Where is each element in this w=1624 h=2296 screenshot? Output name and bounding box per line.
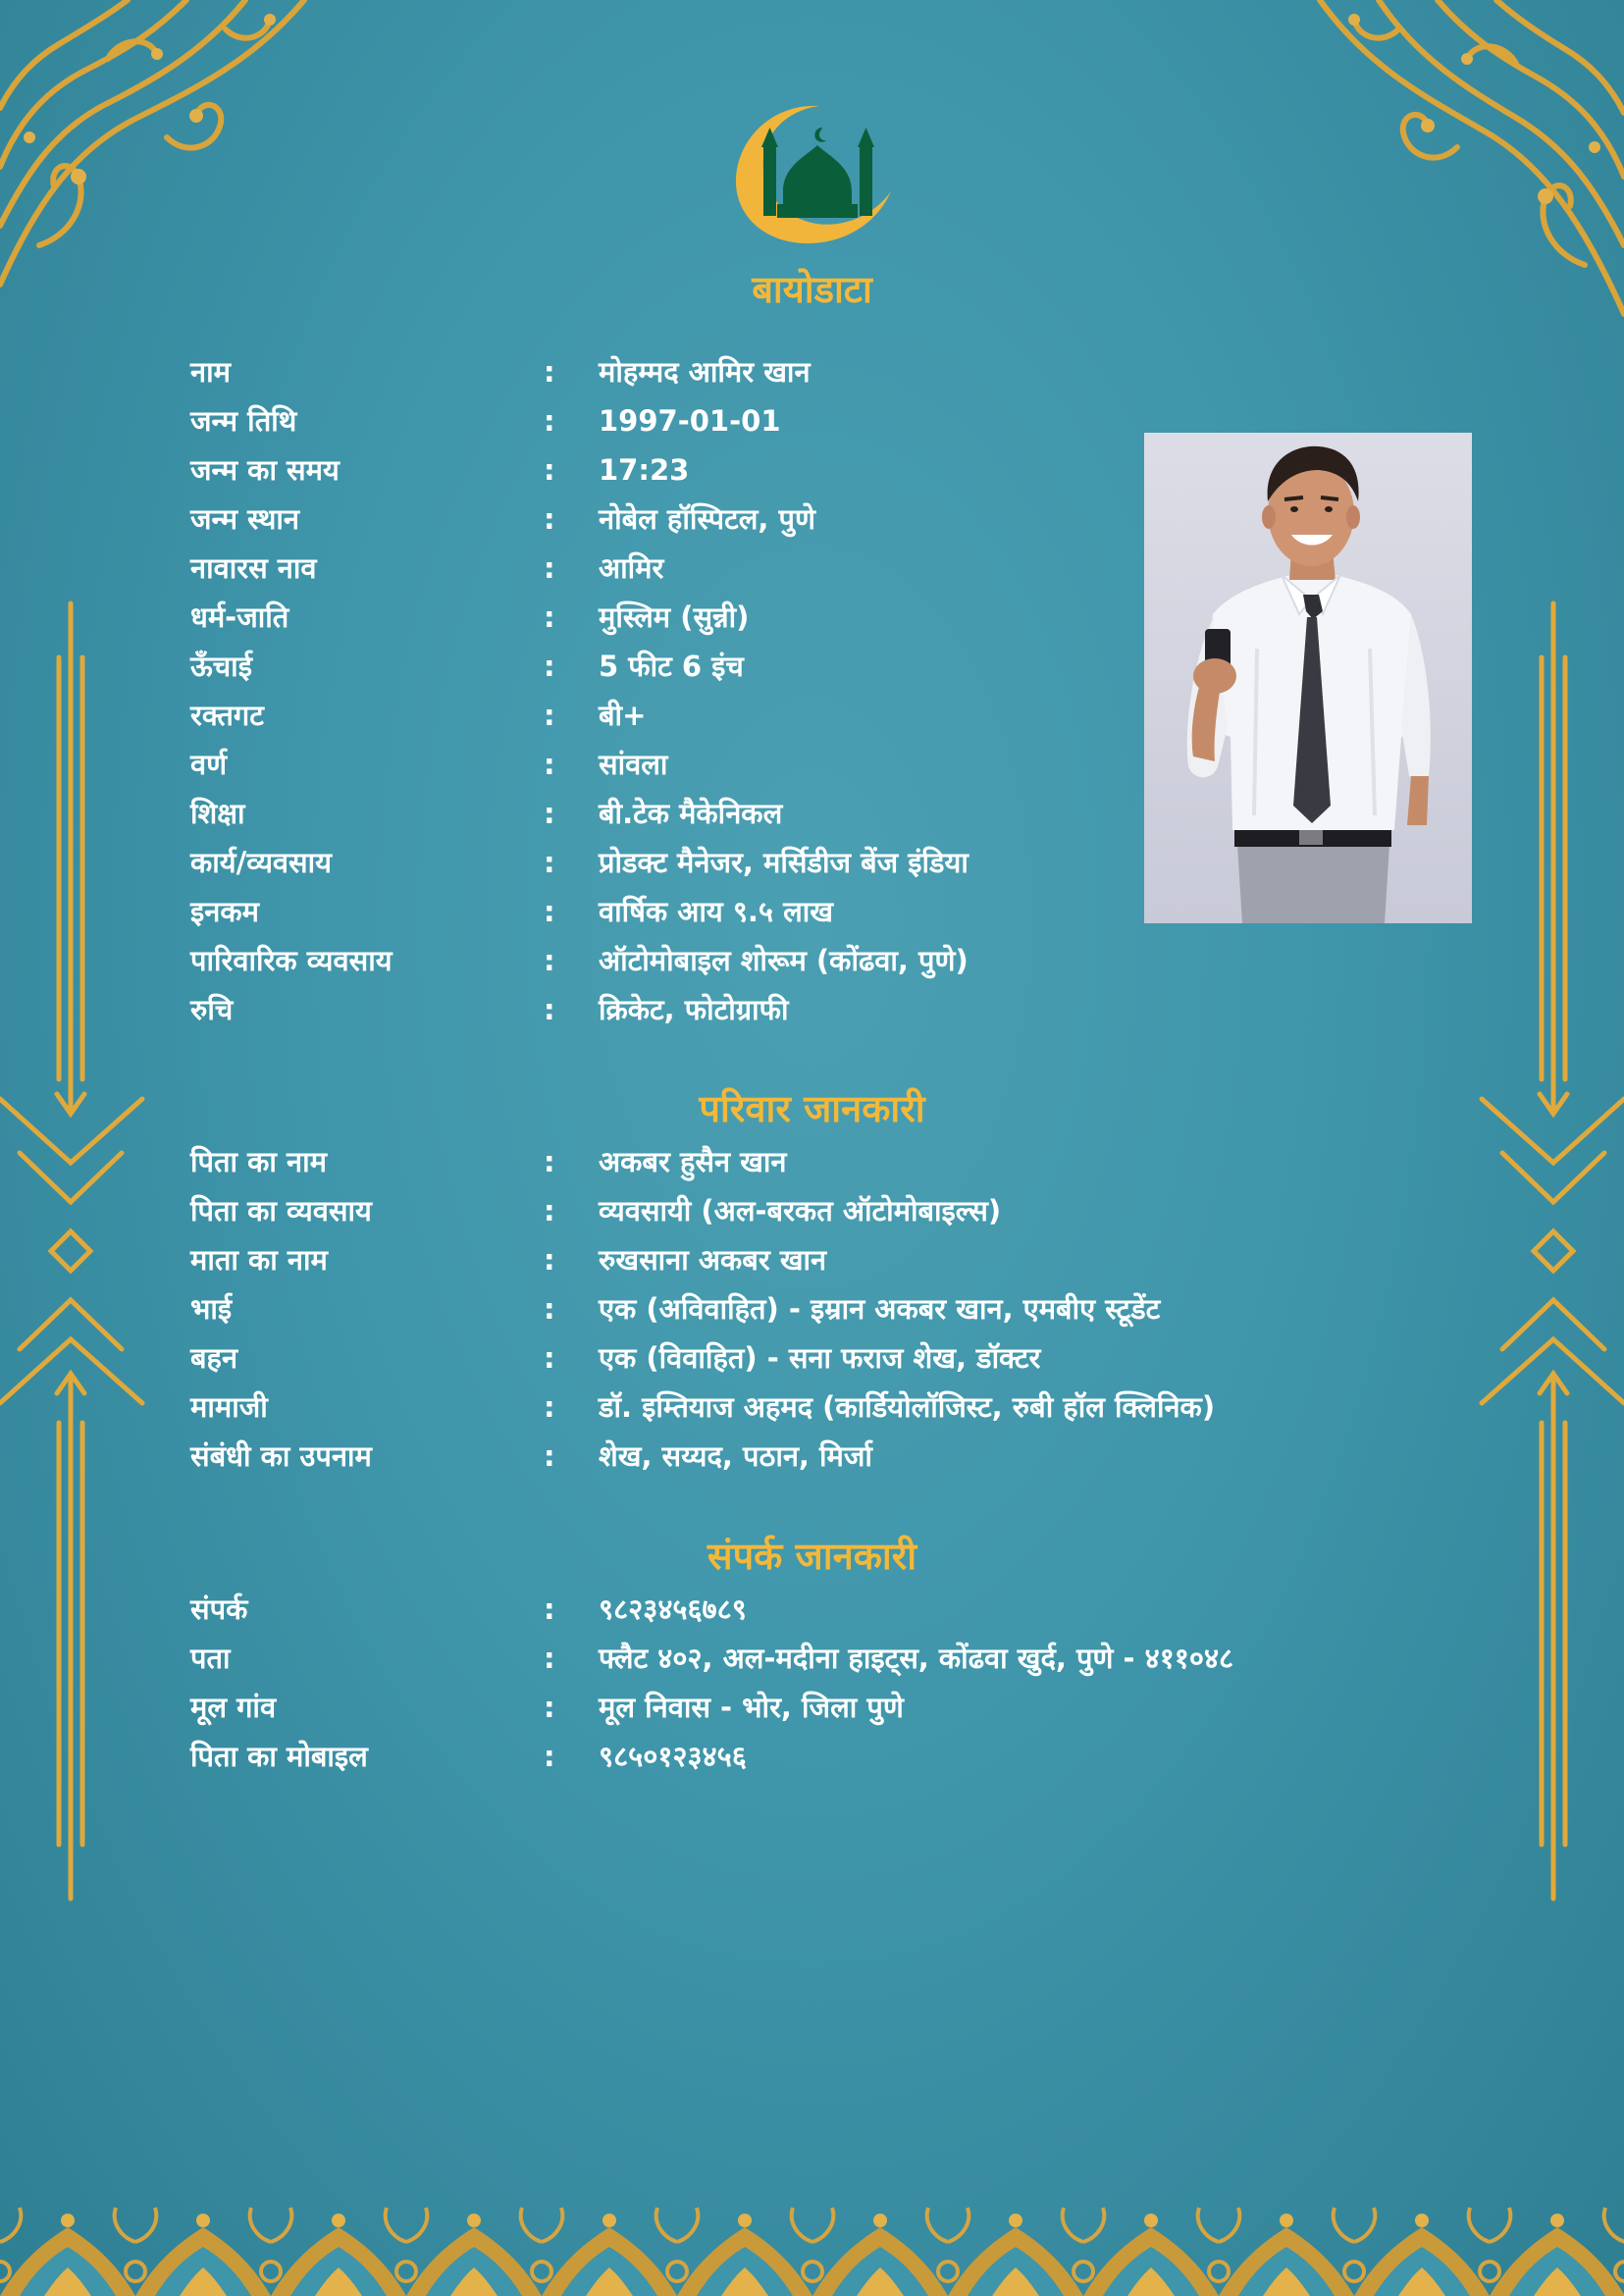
row-label: वर्ण xyxy=(190,748,228,781)
row-label: जन्म स्थान xyxy=(190,502,300,536)
row-value: एक (विवाहित) - सना फराज शेख, डॉक्टर xyxy=(599,1341,1041,1375)
bottom-ornamental-border xyxy=(0,2203,1624,2296)
row-value: मूल निवास - भोर, जिला पुणे xyxy=(599,1691,904,1724)
row-label: पिता का व्यवसाय xyxy=(190,1194,372,1227)
row-label: माता का नाम xyxy=(190,1243,328,1277)
row-separator: : xyxy=(544,1439,555,1473)
row-label: जन्म का समय xyxy=(190,453,340,487)
row-separator: : xyxy=(544,502,555,536)
row-separator: : xyxy=(544,1292,555,1326)
row-value: मुस्लिम (सुन्नी) xyxy=(599,600,750,634)
row-separator: : xyxy=(544,1740,555,1773)
corner-ornament-top-left xyxy=(0,0,314,294)
row-separator: : xyxy=(544,1341,555,1375)
row-separator: : xyxy=(544,1243,555,1277)
row-separator: : xyxy=(544,797,555,830)
row-label: कार्य/व्यवसाय xyxy=(190,846,332,879)
row-separator: : xyxy=(544,699,555,732)
row-label: पिता का मोबाइल xyxy=(190,1740,368,1773)
row-label: संपर्क xyxy=(190,1592,248,1626)
row-separator: : xyxy=(544,404,555,438)
side-ornament-right xyxy=(1477,589,1624,1913)
mosque-crescent-icon xyxy=(726,98,898,245)
row-label: संबंधी का उपनाम xyxy=(190,1439,372,1473)
row-label: मूल गांव xyxy=(190,1691,277,1724)
row-separator: : xyxy=(544,453,555,487)
row-value: व्यवसायी (अल-बरकत ऑटोमोबाइल्स) xyxy=(599,1194,1002,1227)
row-separator: : xyxy=(544,1145,555,1178)
row-separator: : xyxy=(544,650,555,683)
row-value: मोहम्मद आमिर खान xyxy=(599,355,811,389)
row-separator: : xyxy=(544,1390,555,1424)
row-label: धर्म-जाति xyxy=(190,600,289,634)
row-value: 17:23 xyxy=(599,453,690,487)
row-label: पिता का नाम xyxy=(190,1145,327,1178)
row-value: वार्षिक आय ९.५ लाख xyxy=(599,895,833,928)
row-label: रक्तगट xyxy=(190,699,264,732)
row-value: बी+ xyxy=(599,699,647,732)
row-value: शेख, सय्यद, पठान, मिर्जा xyxy=(599,1439,872,1473)
row-value: सांवला xyxy=(599,748,668,781)
row-separator: : xyxy=(544,1194,555,1227)
row-separator: : xyxy=(544,993,555,1026)
row-value: एक (अविवाहित) - इम्रान अकबर खान, एमबीए स्टूडेंट xyxy=(599,1292,1161,1326)
row-label: भाई xyxy=(190,1292,233,1326)
row-value: क्रिकेट, फोटोग्राफी xyxy=(599,993,789,1026)
person-illustration xyxy=(1144,433,1472,923)
row-label: रुचि xyxy=(190,993,234,1026)
row-value: बी.टेक मैकेनिकल xyxy=(599,797,783,830)
family-section-title: परिवार जानकारी xyxy=(699,1087,925,1130)
row-label: नाम xyxy=(190,355,231,389)
row-separator: : xyxy=(544,1642,555,1675)
row-label: पारिवारिक व्यवसाय xyxy=(190,944,393,977)
row-value: आमिर xyxy=(599,551,664,585)
row-value: डॉ. इम्तियाज अहमद (कार्डियोलॉजिस्ट, रुबी हॉल क्लिनिक) xyxy=(599,1390,1216,1424)
row-value: प्रोडक्ट मैनेजर, मर्सिडीज बेंज इंडिया xyxy=(599,846,969,879)
side-ornament-left xyxy=(0,589,147,1913)
row-separator: : xyxy=(544,600,555,634)
row-value: 1997-01-01 xyxy=(599,404,781,438)
row-label: मामाजी xyxy=(190,1390,268,1424)
contact-section-title: संपर्क जानकारी xyxy=(707,1535,917,1578)
row-label: नावारस नाव xyxy=(190,551,317,585)
row-value: फ्लैट ४०२, अल-मदीना हाइट्स, कोंढवा खुर्द, पुणे - ४११०४८ xyxy=(599,1642,1234,1675)
row-label: ऊँचाई xyxy=(190,650,252,683)
row-separator: : xyxy=(544,748,555,781)
row-value: नोबेल हॉस्पिटल, पुणे xyxy=(599,502,815,536)
row-label: बहन xyxy=(190,1341,238,1375)
row-value: ९८२३४५६७८९ xyxy=(599,1592,747,1626)
row-separator: : xyxy=(544,355,555,389)
row-label: पता xyxy=(190,1642,231,1675)
row-value: 5 फीट 6 इंच xyxy=(599,650,744,683)
row-value: अकबर हुसैन खान xyxy=(599,1145,787,1178)
row-separator: : xyxy=(544,846,555,879)
row-value: ९८५०१२३४५६ xyxy=(599,1740,747,1773)
row-separator: : xyxy=(544,1691,555,1724)
row-value: ऑटोमोबाइल शोरूम (कोंढवा, पुणे) xyxy=(599,944,969,977)
row-label: इनकम xyxy=(190,895,259,928)
row-label: शिक्षा xyxy=(190,797,245,830)
row-separator: : xyxy=(544,944,555,977)
page-title: बायोडाटा xyxy=(752,268,872,311)
row-separator: : xyxy=(544,895,555,928)
row-separator: : xyxy=(544,1592,555,1626)
row-separator: : xyxy=(544,551,555,585)
row-value: रुखसाना अकबर खान xyxy=(599,1243,827,1277)
profile-photo xyxy=(1144,433,1472,923)
row-label: जन्म तिथि xyxy=(190,404,297,438)
